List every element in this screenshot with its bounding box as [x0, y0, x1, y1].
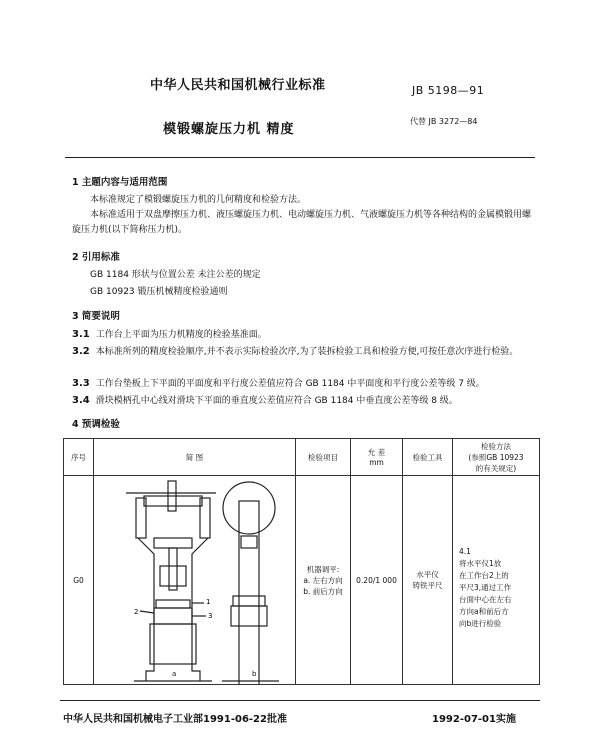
label-3: 3	[208, 612, 213, 620]
view-label-b: b	[252, 670, 257, 678]
header-tool: 检验工具	[403, 439, 453, 476]
section-4-title: 4 预调检验	[72, 419, 120, 430]
side-frame	[239, 501, 259, 684]
worktable	[154, 608, 192, 624]
section-1-title: 1 主题内容与适用范围	[72, 177, 168, 188]
reference-gb1184: GB 1184 形状与位置公差 未注公差的规定	[90, 270, 261, 280]
frame-sides	[138, 538, 211, 681]
header-item: 检验项目	[296, 439, 351, 476]
footer-divider	[60, 700, 540, 701]
crosshead	[154, 538, 192, 548]
table-row	[64, 476, 540, 685]
replaces-note: 代替 JB 3272—84	[410, 117, 478, 126]
footer-effective: 1992-07-01实施	[432, 714, 516, 725]
section-3-title: 3 简要说明	[72, 311, 120, 322]
level-on-straightedge	[156, 600, 190, 608]
label-1: 1	[206, 598, 211, 606]
side-slide	[241, 536, 257, 548]
row-method: 4.1 将水平仪1放 在工作台2上的 平尺3,通过工作 台面中心在左右 方向a和前后方 向b进行检验	[453, 476, 540, 685]
clause-3-1: 3.1 工作台上平面为压力机精度的检验基准面。	[72, 329, 267, 340]
standard-title: 中华人民共和国机械行业标准	[150, 78, 326, 93]
press-diagram	[94, 476, 294, 684]
screw	[169, 548, 177, 590]
section-1-para-1: 本标准规定了模锻螺旋压力机的几何精度和检验方法。	[90, 195, 307, 205]
clause-3-4: 3.4 滑块模柄孔中心线对滑块下平面的垂直度公差值应符合 GB 1184 中垂直度公差等级 8 级。	[72, 395, 458, 406]
reference-gb10923: GB 10923 锻压机械精度检验通则	[90, 287, 228, 297]
view-label-a: a	[172, 670, 177, 678]
leader-2	[140, 611, 154, 613]
section-2-title: 2 引用标准	[72, 252, 120, 263]
section-1-para-2: 本标准适用于双盘摩擦压力机、液压螺旋压力机、电动螺旋压力机、气液螺旋压力机等各种结构的金属模锻用螺旋压力机(以下简称压力机)。	[72, 210, 532, 235]
row-item: 机器调平: a. 左右方向 b. 前后方向	[296, 476, 351, 685]
label-2: 2	[134, 608, 139, 616]
row-tool: 水平仪 铸铁平尺	[403, 476, 453, 685]
standard-code: JB 5198—91	[412, 84, 485, 97]
header-diagram: 简 图	[94, 439, 296, 476]
bed	[150, 624, 196, 664]
row-tolerance: 0.20/1 000	[351, 476, 403, 685]
footer-issuer: 中华人民共和国机械电子工业部1991-06-22批准	[63, 714, 287, 725]
clause-3-2: 3.2 本标准所列的精度检验顺序,并不表示实际检验次序,为了装拆检验工具和检验方便,可按任意次序进行检验。	[72, 346, 519, 357]
slide	[160, 566, 186, 586]
side-straightedge	[233, 596, 265, 606]
table-header-row	[64, 439, 540, 476]
header-divider	[65, 157, 535, 158]
header-tolerance: 允 差 mm	[351, 439, 403, 476]
header-method: 检验方法 (参照GB 10923 的有关规定)	[453, 439, 540, 476]
crown-plate	[144, 496, 202, 506]
side-table	[231, 606, 267, 626]
inspection-table	[63, 438, 540, 685]
doc-title: 模锻螺旋压力机 精度	[163, 122, 295, 137]
row-no: G0	[64, 476, 94, 685]
header-no: 序号	[64, 439, 94, 476]
flywheel	[223, 482, 275, 534]
row-diagram	[94, 476, 296, 685]
clause-3-3: 3.3 工作台垫板上下平面的平面度和平行度公差值应符合 GB 1184 中平面度和平行度公差等级 7 级。	[72, 378, 485, 389]
